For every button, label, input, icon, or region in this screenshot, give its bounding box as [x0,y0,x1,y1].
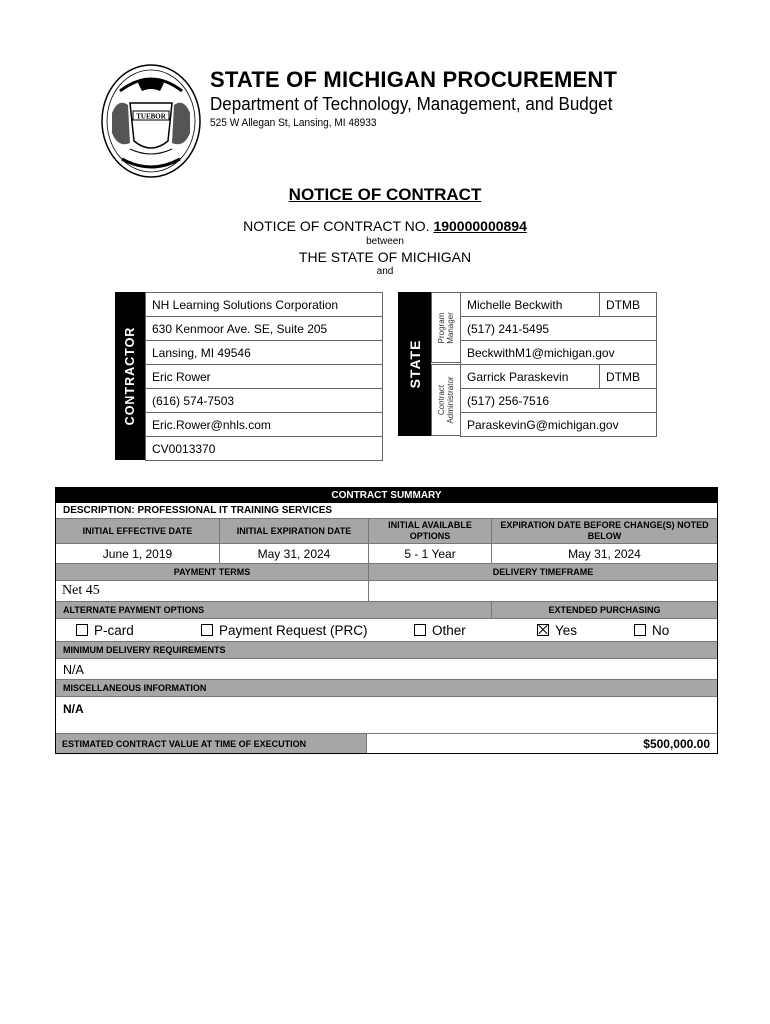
col-expiration-before-change: EXPIRATION DATE BEFORE CHANGE(S) NOTED BELOW [492,519,717,543]
contractor-row [146,437,383,461]
contract-number: 190000000894 [433,218,527,234]
delivery-timeframe-value [369,581,717,601]
col-available-options: INITIAL AVAILABLE OPTIONS [369,519,492,543]
checkbox-yes-checked[interactable] [537,624,549,636]
min-delivery-value: N/A [56,659,717,680]
checkbox-prc[interactable] [201,624,213,636]
checkbox-other[interactable] [414,624,426,636]
contractor-vendor-id: CV0013370 [146,437,383,461]
contract-administrator-email: ParaskevinG@michigan.gov [461,413,657,437]
delivery-timeframe-label: DELIVERY TIMEFRAME [369,564,717,580]
contract-administrator-phone: (517) 256-7516 [461,389,657,413]
col-expiration-date: INITIAL EXPIRATION DATE [220,519,369,543]
contractor-row [146,293,383,317]
pcard-option[interactable]: P-card [76,623,134,638]
contractor-table [145,292,383,461]
prc-option[interactable]: Payment Request (PRC) [201,623,368,638]
min-delivery-label: MINIMUM DELIVERY REQUIREMENTS [56,642,717,659]
program-manager-phone: (517) 241-5495 [461,317,657,341]
contractor-company: NH Learning Solutions Corporation [146,293,383,317]
payment-options-row [56,619,717,642]
contractor-email: Eric.Rower@nhls.com [146,413,383,437]
party-state: THE STATE OF MICHIGAN [298,249,472,265]
expiration-date: May 31, 2024 [220,544,369,563]
contractor-row [146,413,383,437]
summary-heading: CONTRACT SUMMARY [56,488,717,503]
payment-terms-label: PAYMENT TERMS [56,564,369,580]
estimated-value: $500,000.00 [643,736,710,751]
page-title: STATE OF MICHIGAN PROCUREMENT [210,67,618,92]
other-option[interactable]: Other [414,623,466,638]
program-manager-email: BeckwithM1@michigan.gov [461,341,657,365]
checkbox-no[interactable] [634,624,646,636]
extended-no-option[interactable]: No [634,623,669,638]
program-manager-role-label: Program Manager [431,292,460,363]
state-contacts-table [460,292,657,437]
program-manager-name: Michelle Beckwith [461,293,600,317]
contract-administrator-agency: DTMB [600,365,657,389]
contractor-phone: (616) 574-7503 [146,389,383,413]
contractor-city: Lansing, MI 49546 [146,341,383,365]
expiration-before-change: May 31, 2024 [568,546,641,561]
alternate-payment-label: ALTERNATE PAYMENT OPTIONS [56,602,492,618]
and-text: and [376,266,394,277]
contractor-contact: Eric Rower [146,365,383,389]
misc-info-value: N/A [56,697,717,734]
contract-administrator-role-label: Contract Administrator [431,364,460,436]
estimated-value-label: ESTIMATED CONTRACT VALUE AT TIME OF EXECUTION [56,734,367,753]
misc-info-label: MISCELLANEOUS INFORMATION [56,680,717,697]
department-name: Department of Technology, Management, and Budget [210,93,613,114]
between-text: between [366,236,404,247]
contractor-row [146,341,383,365]
extended-yes-option[interactable]: Yes [537,623,577,638]
contractor-street: 630 Kenmoor Ave. SE, Suite 205 [146,317,383,341]
department-address: 525 W Allegan St, Lansing, MI 48933 [210,117,377,129]
contractor-row [146,317,383,341]
contract-number-label: NOTICE OF CONTRACT NO. [243,218,430,234]
available-options: 5 - 1 Year [369,544,492,563]
notice-title: NOTICE OF CONTRACT [288,185,482,204]
summary-description: DESCRIPTION: PROFESSIONAL IT TRAINING SERVICES [56,503,717,519]
contract-administrator-name: Garrick Paraskevin [461,365,600,389]
checkbox-pcard[interactable] [76,624,88,636]
effective-date: June 1, 2019 [56,544,220,563]
program-manager-agency: DTMB [600,293,657,317]
contract-summary [55,487,718,754]
michigan-seal-logo [100,63,202,181]
contractor-row [146,389,383,413]
state-side-label: STATE [398,292,431,436]
payment-terms-value: Net 45 [56,581,369,601]
contractor-row [146,365,383,389]
seal-motto: TUEBOR [136,112,166,121]
extended-purchasing-label: EXTENDED PURCHASING [492,602,717,618]
contract-number-line [0,218,770,234]
contractor-side-label: CONTRACTOR [115,292,145,460]
col-effective-date: INITIAL EFFECTIVE DATE [56,519,220,543]
